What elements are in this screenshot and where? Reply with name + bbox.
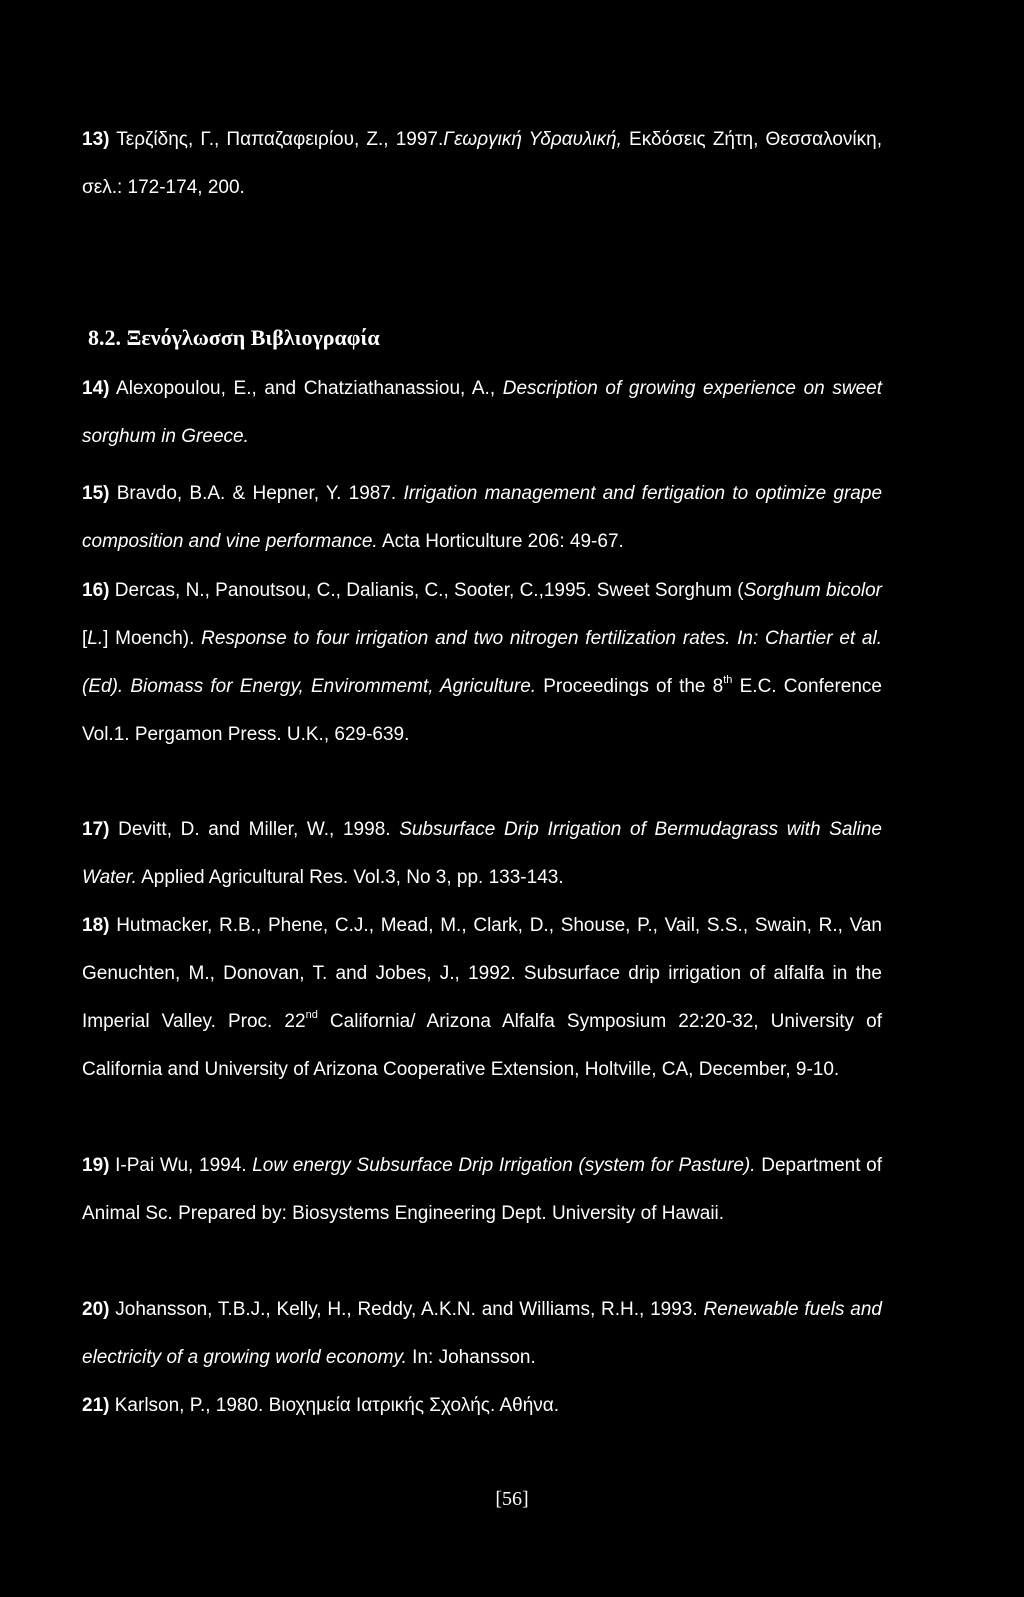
reference-text: Hutmacker, R.B., Phene, C.J., Mead, M., Clark, D., Shouse, P., Vail, S.S., Swain, R., Van Genuchten, M., Donovan, T. and Jobes, J., 1992. Subsurface drip irrigation of alfalfa in the Imperial Valley. Proc. 22 xyxy=(82,915,882,1032)
reference-title: Γεωργική Υδραυλική, xyxy=(443,129,622,150)
reference-13 xyxy=(82,116,882,212)
reference-text: In: Johansson. xyxy=(406,1347,536,1368)
reference-18 xyxy=(82,902,882,1094)
reference-title: Subsurface Drip Irrigation of Bermudagrass with Saline Water. xyxy=(82,819,882,888)
reference-title: Description of growing experience on sweet sorghum in Greece. xyxy=(82,378,883,447)
reference-title: Irrigation management and fertigation to optimize grape composition and vine performance. xyxy=(82,483,883,552)
reference-number: 16) xyxy=(82,580,110,601)
reference-title: Renewable fuels and electricity of a growing world economy. xyxy=(82,1299,882,1368)
reference-number: 13) xyxy=(82,129,110,150)
reference-20 xyxy=(82,1286,882,1382)
reference-19 xyxy=(82,1142,882,1238)
reference-number: 20) xyxy=(82,1299,110,1320)
ordinal-suffix: th xyxy=(723,674,733,686)
reference-text: Karlson, P., 1980. Βιοχημεία Ιατρικής Σχολής. Αθήνα. xyxy=(109,1395,560,1416)
ordinal-suffix: nd xyxy=(305,1009,318,1021)
reference-text: Εκδόσεις Ζήτη, Θεσσαλονίκη, σελ.: 172-174, 200. xyxy=(82,129,882,198)
page-number: [56] xyxy=(495,1488,529,1510)
reference-number: 17) xyxy=(82,819,110,840)
reference-text: Devitt, D. and Miller, W., 1998. xyxy=(109,819,400,840)
species-author: L. xyxy=(87,628,104,649)
reference-title: Low energy Subsurface Drip Irrigation (system for Pasture). xyxy=(252,1155,756,1176)
reference-text: Applied Agricultural Res. Vol.3, No 3, pp. 133-143. xyxy=(136,867,564,888)
reference-number: 14) xyxy=(82,378,110,399)
reference-text: Acta Horticulture 206: 49-67. xyxy=(377,531,624,552)
reference-21 xyxy=(82,1382,882,1430)
species-name: Sorghum bicolor xyxy=(743,580,882,601)
reference-number: 15) xyxy=(82,483,110,504)
reference-text: Alexopoulou, E., and Chatziathanassiou, A., xyxy=(109,378,503,399)
reference-text: California/ Arizona Alfalfa Symposium 22:20-32, University of California and University of Arizona Cooperative Extension, Holtville, CA, December, 9-10. xyxy=(82,1011,882,1080)
reference-text: Bravdo, B.A. & Hepner, Y. 1987. xyxy=(109,483,404,504)
reference-text: I-Pai Wu, 1994. xyxy=(109,1155,253,1176)
reference-text: ] Moench). xyxy=(103,628,202,649)
reference-text: Johansson, T.B.J., Kelly, H., Reddy, A.K.N. and Williams, R.H., 1993. xyxy=(109,1299,704,1320)
section-heading: 8.2. Ξενόγλωσση Βιβλιογραφία xyxy=(88,325,380,350)
reference-number: 21) xyxy=(82,1395,110,1416)
reference-text: Proceedings of the 8 xyxy=(536,676,724,697)
reference-14 xyxy=(82,365,882,461)
reference-title: Response to four irrigation and two nitrogen fertilization rates. In: Chartier et al. (Ed). Biomass for Energy, Envirommemt, Agriculture. xyxy=(82,628,882,697)
reference-text: [ xyxy=(82,628,88,649)
reference-text: Department of Animal Sc. Prepared by: Biosystems Engineering Dept. University of Hawaii. xyxy=(82,1155,883,1224)
reference-15 xyxy=(82,470,882,566)
reference-number: 19) xyxy=(82,1155,110,1176)
reference-text: E.C. Conference Vol.1. Pergamon Press. U.K., 629-639. xyxy=(82,676,882,745)
reference-16 xyxy=(82,567,882,759)
reference-text: Dercas, N., Panoutsou, C., Dalianis, C., Sooter, C.,1995. Sweet Sorghum ( xyxy=(109,580,744,601)
reference-17 xyxy=(82,806,882,902)
reference-number: 18) xyxy=(82,915,110,936)
reference-text: Τερζίδης, Γ., Παπαζαφειρίου, Ζ., 1997. xyxy=(109,129,444,150)
